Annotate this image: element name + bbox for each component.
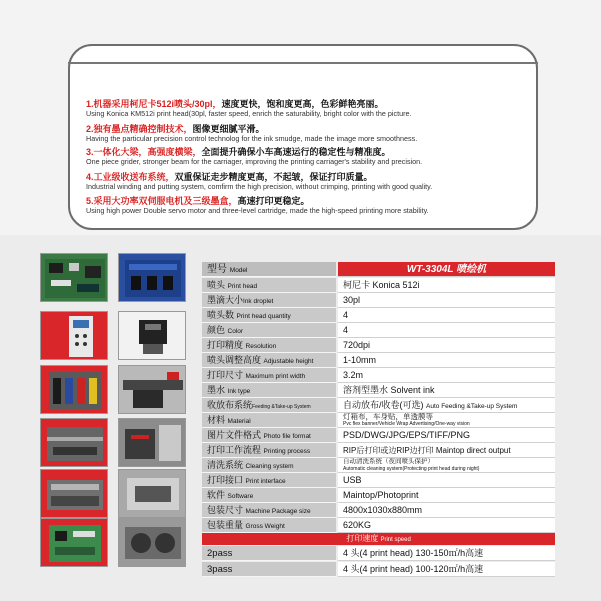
print-speed-cn: 打印速度 [346,534,379,543]
spec-label-cn: 收放布系统 [207,400,253,410]
spec-label-cn: 包装重量 [207,520,244,530]
print-speed-en: Print speed [380,537,411,543]
feature-5-detail: 高速打印更稳定。 [237,196,310,206]
feature-3-detail: 全面提升确保小车高速运行的稳定性与精准度。 [201,147,391,157]
spec-row [202,278,555,293]
spec-row [202,308,555,323]
feature-5-en: Using high power Double servo motor and three-level cartridge, made the high-speed printing more stability. [86,206,429,215]
spec-row [202,323,555,338]
spec-value: 720dpi [338,338,555,353]
spec-row [202,443,555,458]
spec-value: RIP后打印或边RIP边打印 Maintop direct output [338,443,555,458]
spec-label-en: Cleaning system [245,463,294,470]
spec-row [202,488,555,503]
speed-value: 4 头(4 print head) 130-150㎡/h高速 [338,546,555,561]
speed-row [202,562,555,577]
spec-row [202,458,555,473]
spec-label-en: Software [227,493,254,500]
spec-row [202,383,555,398]
spec-label-cn: 墨滴大小 [207,295,244,305]
speed-mode: 2pass [202,546,336,561]
spec-value: 620KG [338,518,555,533]
thumbnail-ink-cartridge[interactable] [40,365,108,414]
spec-label-cn: 喷头 [207,280,226,290]
thumbnail-print-head[interactable] [118,311,186,360]
speed-mode: 3pass [202,562,336,577]
spec-label-cn: 材料 [207,415,226,425]
feature-2-highlight: 2.独有墨点精确控制技术， [86,124,193,134]
spec-value: 溶剂型墨水 Solvent ink [338,383,555,398]
spec-label-cn: 图片文件格式 [207,430,262,440]
model-label-en: Model [229,267,248,274]
spec-row [202,398,555,413]
spec-label-en: Ink type [227,388,251,395]
model-value: WT-3304L 喷绘机 [338,262,555,277]
spec-value: 1-10mm [338,353,555,368]
print-speed-header [202,533,555,545]
spec-label-cn: 墨水 [207,385,226,395]
feature-1 [86,99,526,118]
feature-4 [86,172,526,191]
spec-label-en: Photo file format [263,433,311,440]
spec-value-en: Automatic cleaning system(Protecting print head during night) [343,466,480,472]
spec-label-en: Adjustable height [263,358,314,365]
spec-label-en: Ink droplet [243,298,274,305]
spec-label-cn: 软件 [207,490,226,500]
thumbnail-feeder[interactable] [118,469,186,518]
spec-label-en: Print head quantity [236,313,291,320]
feature-5-highlight: 5.采用大功率双伺服电机及三级墨盒， [86,196,238,206]
speed-row [202,546,555,561]
feature-1-en: Using Konica KM512i print head(30pl, faster speed, enrich the saturability, bright color with the picture. [86,109,412,118]
spec-label-en: Gross Weight [245,523,285,530]
spec-row [202,473,555,488]
spec-label-cn: 清洗系统 [207,460,244,470]
spec-value-en: Pvc flex banner/Vehicle Wrap Advertising/One-way vision [343,421,470,427]
spec-label-en: Machine Package size [245,508,311,515]
spec-row [202,518,555,533]
feature-1-highlight: 1.机器采用柯尼卡512i喷头/30pl， [86,99,222,109]
feature-2-detail: 图像更细腻平滑。 [192,124,265,134]
spec-label-cn: 打印工作流程 [207,445,262,455]
spec-value: 4 [338,323,555,338]
thumbnail-winding[interactable] [118,518,186,567]
spec-row [202,368,555,383]
spec-row [202,353,555,368]
feature-1-detail: 速度更快，饱和度更高，色彩鲜艳亮丽。 [221,99,384,109]
spec-label-cn: 打印接口 [207,475,244,485]
feature-2 [86,124,526,143]
feature-5 [86,196,526,215]
thumbnail-frame[interactable] [40,469,108,518]
spec-value-en: Auto Feeding &Take-up System [426,403,518,410]
spec-value: 4800x1030x880mm [338,503,555,518]
thumbnail-carriage[interactable] [118,365,186,414]
card-divider [68,44,538,64]
spec-row [202,413,555,428]
feature-4-highlight: 4.工业级收送布系统， [86,172,175,182]
spec-row [202,338,555,353]
feature-2-en: Having the particular precision control technolog for the ink smudge, made the image more smoothness. [86,134,418,143]
feature-4-detail: 双重保证走步精度更高，不起皱，保证打印质量。 [174,172,373,182]
spec-label-en: Feeding &Take-up System [252,404,311,410]
feature-3-highlight: 3.一体化大梁，高强度横梁， [86,147,202,157]
spec-label-cn: 包装尺寸 [207,505,244,515]
spec-label-en: Print interface [245,478,286,485]
thumbnail-ink-board[interactable] [118,253,186,302]
thumbnail-pcb[interactable] [40,518,108,567]
spec-label-en: Color [227,328,244,335]
spec-value: 自动清洗系统（夜间喷头保护） [343,458,434,465]
feature-3 [86,147,526,166]
spec-row [202,503,555,518]
spec-value: 柯尼卡 Konica 512i [338,278,555,293]
feature-4-en: Industrial winding and putting system, comfirm the high precision, without crimping, printing with good quality. [86,182,433,191]
spec-row [202,293,555,308]
spec-value: 自动放布/收卷(可选) [343,400,424,410]
thumbnail-control-panel[interactable] [40,311,108,360]
spec-value: 灯箱布，车身贴，单透膜等 [343,413,433,421]
spec-value: 30pl [338,293,555,308]
spec-label-en: Resolution [245,343,277,350]
spec-value: USB [338,473,555,488]
spec-label-en: Printing process [263,448,311,455]
thumbnail-circuit-board[interactable] [40,253,108,302]
spec-label-cn: 打印精度 [207,340,244,350]
thumbnail-interior[interactable] [118,418,186,467]
spec-label-en: Material [227,418,251,425]
spec-value: 3.2m [338,368,555,383]
spec-row [202,428,555,443]
spec-label-cn: 颜色 [207,325,226,335]
spec-value: 4 [338,308,555,323]
spec-label-cn: 喷头调整高度 [207,355,262,365]
spec-label-en: Maximum print width [245,373,306,380]
thumbnail-rail[interactable] [40,418,108,467]
feature-3-en: One piece grider, stronger beam for the carriager, improving the printing carriager's stability and precision. [86,157,423,166]
spec-model-row [202,262,555,277]
model-label-cn: 型号 [207,264,227,275]
spec-label-cn: 喷头数 [207,310,235,320]
spec-value: Maintop/Photoprint [338,488,555,503]
spec-label-en: Print head [227,283,258,290]
speed-value: 4 头(4 print head) 100-120㎡/h高速 [338,562,555,577]
spec-label-cn: 打印尺寸 [207,370,244,380]
spec-value: PSD/DWG/JPG/EPS/TIFF/PNG [338,428,555,443]
